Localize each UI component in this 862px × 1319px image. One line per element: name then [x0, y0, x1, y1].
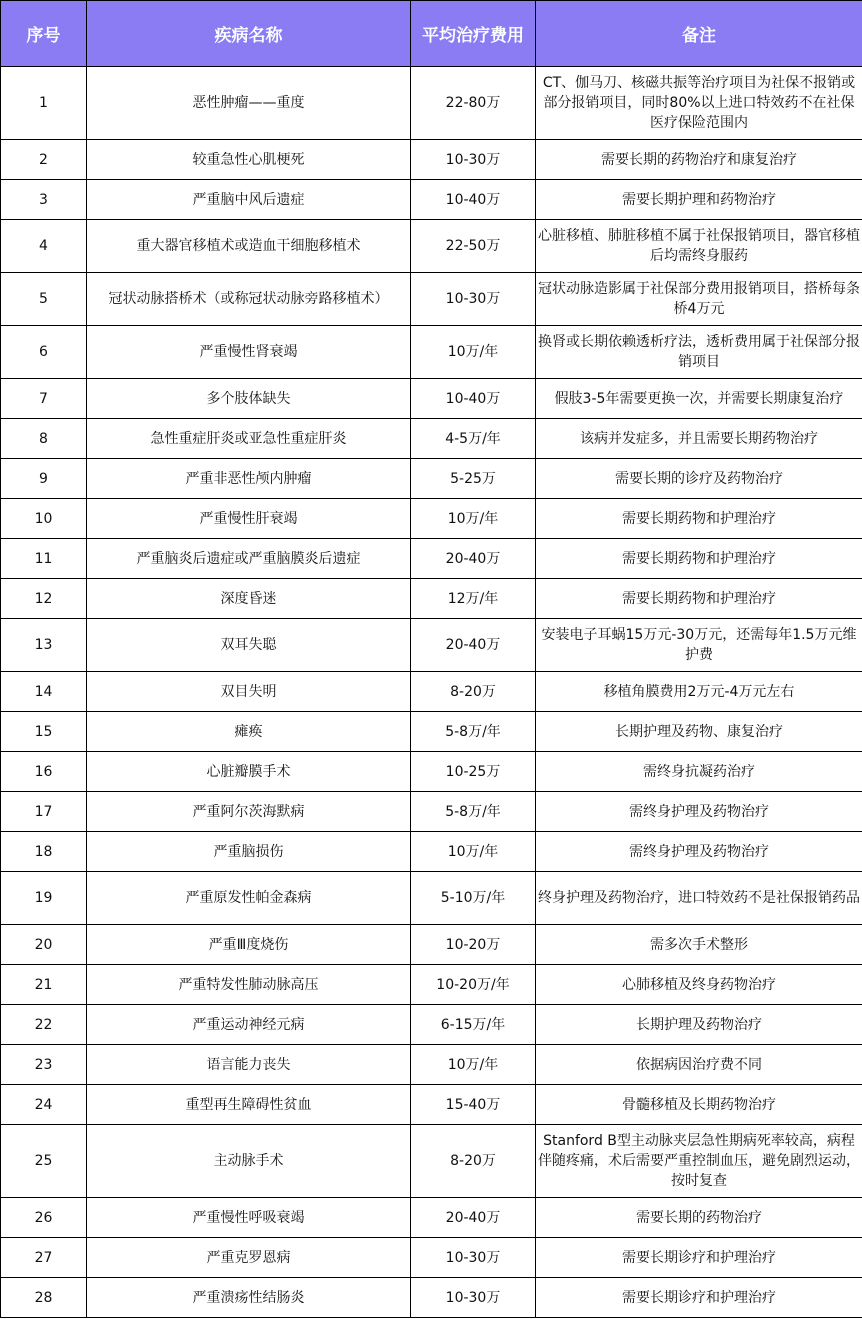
cell-index: 9 [1, 459, 87, 499]
cell-disease-name: 心脏瓣膜手术 [87, 752, 411, 792]
cell-remarks: 需多次手术整形 [536, 925, 862, 965]
cell-index: 12 [1, 579, 87, 619]
cell-average-cost: 5-8万/年 [411, 792, 536, 832]
table-row [1, 1238, 862, 1278]
cell-average-cost: 8-20万 [411, 1125, 536, 1198]
cell-disease-name: 主动脉手术 [87, 1125, 411, 1198]
table-row [1, 459, 862, 499]
cell-index: 17 [1, 792, 87, 832]
table-row [1, 579, 862, 619]
cell-index: 1 [1, 67, 87, 140]
cell-average-cost: 10-30万 [411, 1278, 536, 1318]
cell-average-cost: 10-30万 [411, 273, 536, 326]
cell-disease-name: 严重脑损伤 [87, 832, 411, 872]
cell-remarks: 需要长期诊疗和护理治疗 [536, 1238, 862, 1278]
cell-average-cost: 10-20万/年 [411, 965, 536, 1005]
cell-disease-name: 重大器官移植术或造血干细胞移植术 [87, 220, 411, 273]
cell-average-cost: 5-10万/年 [411, 872, 536, 925]
cell-average-cost: 10-30万 [411, 140, 536, 180]
cell-disease-name: 严重阿尔茨海默病 [87, 792, 411, 832]
cell-remarks: 心脏移植、肺脏移植不属于社保报销项目，器官移植后均需终身服药 [536, 220, 862, 273]
table-row [1, 1278, 862, 1318]
table-row [1, 539, 862, 579]
table-row [1, 1005, 862, 1045]
table-row [1, 619, 862, 672]
cell-remarks: 长期护理及药物治疗 [536, 1005, 862, 1045]
cell-remarks: 换肾或长期依赖透析疗法，透析费用属于社保部分报销项目 [536, 326, 862, 379]
cell-average-cost: 8-20万 [411, 672, 536, 712]
cell-disease-name: 语言能力丧失 [87, 1045, 411, 1085]
cell-disease-name: 双耳失聪 [87, 619, 411, 672]
cell-remarks: 需要长期的药物治疗和康复治疗 [536, 140, 862, 180]
table-row [1, 872, 862, 925]
cell-index: 22 [1, 1005, 87, 1045]
cell-index: 19 [1, 872, 87, 925]
cell-disease-name: 恶性肿瘤——重度 [87, 67, 411, 140]
cell-average-cost: 10万/年 [411, 326, 536, 379]
cell-average-cost: 22-50万 [411, 220, 536, 273]
cell-remarks: 终身护理及药物治疗，进口特效药不是社保报销药品 [536, 872, 862, 925]
cell-disease-name: 严重溃疡性结肠炎 [87, 1278, 411, 1318]
cell-average-cost: 10-40万 [411, 180, 536, 220]
cell-index: 20 [1, 925, 87, 965]
cell-remarks: 需终身护理及药物治疗 [536, 832, 862, 872]
table-body [1, 67, 862, 1318]
cell-index: 24 [1, 1085, 87, 1125]
table-row [1, 752, 862, 792]
cell-average-cost: 10万/年 [411, 499, 536, 539]
cell-remarks: 需要长期的药物治疗 [536, 1198, 862, 1238]
cell-index: 10 [1, 499, 87, 539]
cell-disease-name: 严重脑炎后遗症或严重脑膜炎后遗症 [87, 539, 411, 579]
table-row [1, 925, 862, 965]
table-row [1, 792, 862, 832]
cell-disease-name: 严重克罗恩病 [87, 1238, 411, 1278]
table-row [1, 712, 862, 752]
cell-average-cost: 4-5万/年 [411, 419, 536, 459]
cell-index: 23 [1, 1045, 87, 1085]
cell-index: 7 [1, 379, 87, 419]
cell-remarks: 假肢3-5年需要更换一次，并需要长期康复治疗 [536, 379, 862, 419]
cell-index: 26 [1, 1198, 87, 1238]
cell-disease-name: 双目失明 [87, 672, 411, 712]
cell-remarks: 骨髓移植及长期药物治疗 [536, 1085, 862, 1125]
cell-index: 5 [1, 273, 87, 326]
cell-remarks: 冠状动脉造影属于社保部分费用报销项目，搭桥每条桥4万元 [536, 273, 862, 326]
table-row [1, 1045, 862, 1085]
cell-disease-name: 严重慢性呼吸衰竭 [87, 1198, 411, 1238]
cell-index: 28 [1, 1278, 87, 1318]
header-row [1, 1, 862, 67]
table-row [1, 499, 862, 539]
cell-average-cost: 5-25万 [411, 459, 536, 499]
header-average-cost: 平均治疗费用 [411, 1, 536, 67]
cell-remarks: 需终身抗凝药治疗 [536, 752, 862, 792]
table-row [1, 326, 862, 379]
cell-index: 6 [1, 326, 87, 379]
cell-index: 2 [1, 140, 87, 180]
cell-disease-name: 冠状动脉搭桥术（或称冠状动脉旁路移植术） [87, 273, 411, 326]
cell-index: 3 [1, 180, 87, 220]
cell-average-cost: 20-40万 [411, 1198, 536, 1238]
table-row [1, 672, 862, 712]
table-row [1, 379, 862, 419]
cell-remarks: 需要长期的诊疗及药物治疗 [536, 459, 862, 499]
cell-remarks: 需终身护理及药物治疗 [536, 792, 862, 832]
cell-remarks: 该病并发症多，并且需要长期药物治疗 [536, 419, 862, 459]
cell-remarks: 需要长期药物和护理治疗 [536, 539, 862, 579]
cell-index: 13 [1, 619, 87, 672]
header-disease-name: 疾病名称 [87, 1, 411, 67]
table-row [1, 180, 862, 220]
cell-average-cost: 12万/年 [411, 579, 536, 619]
cell-disease-name: 严重非恶性颅内肿瘤 [87, 459, 411, 499]
cell-disease-name: 重型再生障碍性贫血 [87, 1085, 411, 1125]
cell-average-cost: 10万/年 [411, 832, 536, 872]
table-row [1, 67, 862, 140]
table-row [1, 419, 862, 459]
cell-index: 8 [1, 419, 87, 459]
cell-average-cost: 10-30万 [411, 1238, 536, 1278]
cell-disease-name: 严重运动神经元病 [87, 1005, 411, 1045]
cell-remarks: 需要长期药物和护理治疗 [536, 579, 862, 619]
cell-remarks: 依据病因治疗费不同 [536, 1045, 862, 1085]
cell-remarks: CT、伽马刀、核磁共振等治疗项目为社保不报销或部分报销项目，同时80%以上进口特效药不在社保医疗保险范围内 [536, 67, 862, 140]
cell-index: 15 [1, 712, 87, 752]
cell-index: 14 [1, 672, 87, 712]
cell-average-cost: 5-8万/年 [411, 712, 536, 752]
cell-disease-name: 严重脑中风后遗症 [87, 180, 411, 220]
cell-remarks: 需要长期诊疗和护理治疗 [536, 1278, 862, 1318]
cell-remarks: 长期护理及药物、康复治疗 [536, 712, 862, 752]
table-row [1, 220, 862, 273]
cell-disease-name: 多个肢体缺失 [87, 379, 411, 419]
cell-index: 21 [1, 965, 87, 1005]
cell-disease-name: 严重慢性肝衰竭 [87, 499, 411, 539]
cell-disease-name: 严重特发性肺动脉高压 [87, 965, 411, 1005]
table-row [1, 832, 862, 872]
cell-average-cost: 10-40万 [411, 379, 536, 419]
table-row [1, 965, 862, 1005]
cell-disease-name: 较重急性心肌梗死 [87, 140, 411, 180]
table-row [1, 1125, 862, 1198]
table-row [1, 1198, 862, 1238]
table-header [1, 1, 862, 67]
table-row [1, 1085, 862, 1125]
cell-disease-name: 深度昏迷 [87, 579, 411, 619]
cell-average-cost: 22-80万 [411, 67, 536, 140]
cell-average-cost: 20-40万 [411, 619, 536, 672]
cell-index: 4 [1, 220, 87, 273]
cell-disease-name: 严重原发性帕金森病 [87, 872, 411, 925]
cell-average-cost: 20-40万 [411, 539, 536, 579]
cell-average-cost: 10万/年 [411, 1045, 536, 1085]
cell-index: 11 [1, 539, 87, 579]
cell-index: 16 [1, 752, 87, 792]
cell-index: 27 [1, 1238, 87, 1278]
cell-disease-name: 严重Ⅲ度烧伤 [87, 925, 411, 965]
cell-remarks: Stanford B型主动脉夹层急性期病死率较高，病程伴随疼痛，术后需要严重控制血压，避免剧烈运动，按时复查 [536, 1125, 862, 1198]
table-row [1, 140, 862, 180]
cell-index: 18 [1, 832, 87, 872]
cell-remarks: 需要长期护理和药物治疗 [536, 180, 862, 220]
cell-remarks: 移植角膜费用2万元-4万元左右 [536, 672, 862, 712]
cell-disease-name: 急性重症肝炎或亚急性重症肝炎 [87, 419, 411, 459]
cell-average-cost: 10-25万 [411, 752, 536, 792]
header-remarks: 备注 [536, 1, 862, 67]
cell-average-cost: 6-15万/年 [411, 1005, 536, 1045]
cell-disease-name: 瘫痪 [87, 712, 411, 752]
cell-average-cost: 10-20万 [411, 925, 536, 965]
cell-disease-name: 严重慢性肾衰竭 [87, 326, 411, 379]
cell-average-cost: 15-40万 [411, 1085, 536, 1125]
cell-index: 25 [1, 1125, 87, 1198]
header-index: 序号 [1, 1, 87, 67]
cell-remarks: 需要长期药物和护理治疗 [536, 499, 862, 539]
cell-remarks: 心肺移植及终身药物治疗 [536, 965, 862, 1005]
table-row [1, 273, 862, 326]
cell-remarks: 安装电子耳蜗15万元-30万元，还需每年1.5万元维护费 [536, 619, 862, 672]
